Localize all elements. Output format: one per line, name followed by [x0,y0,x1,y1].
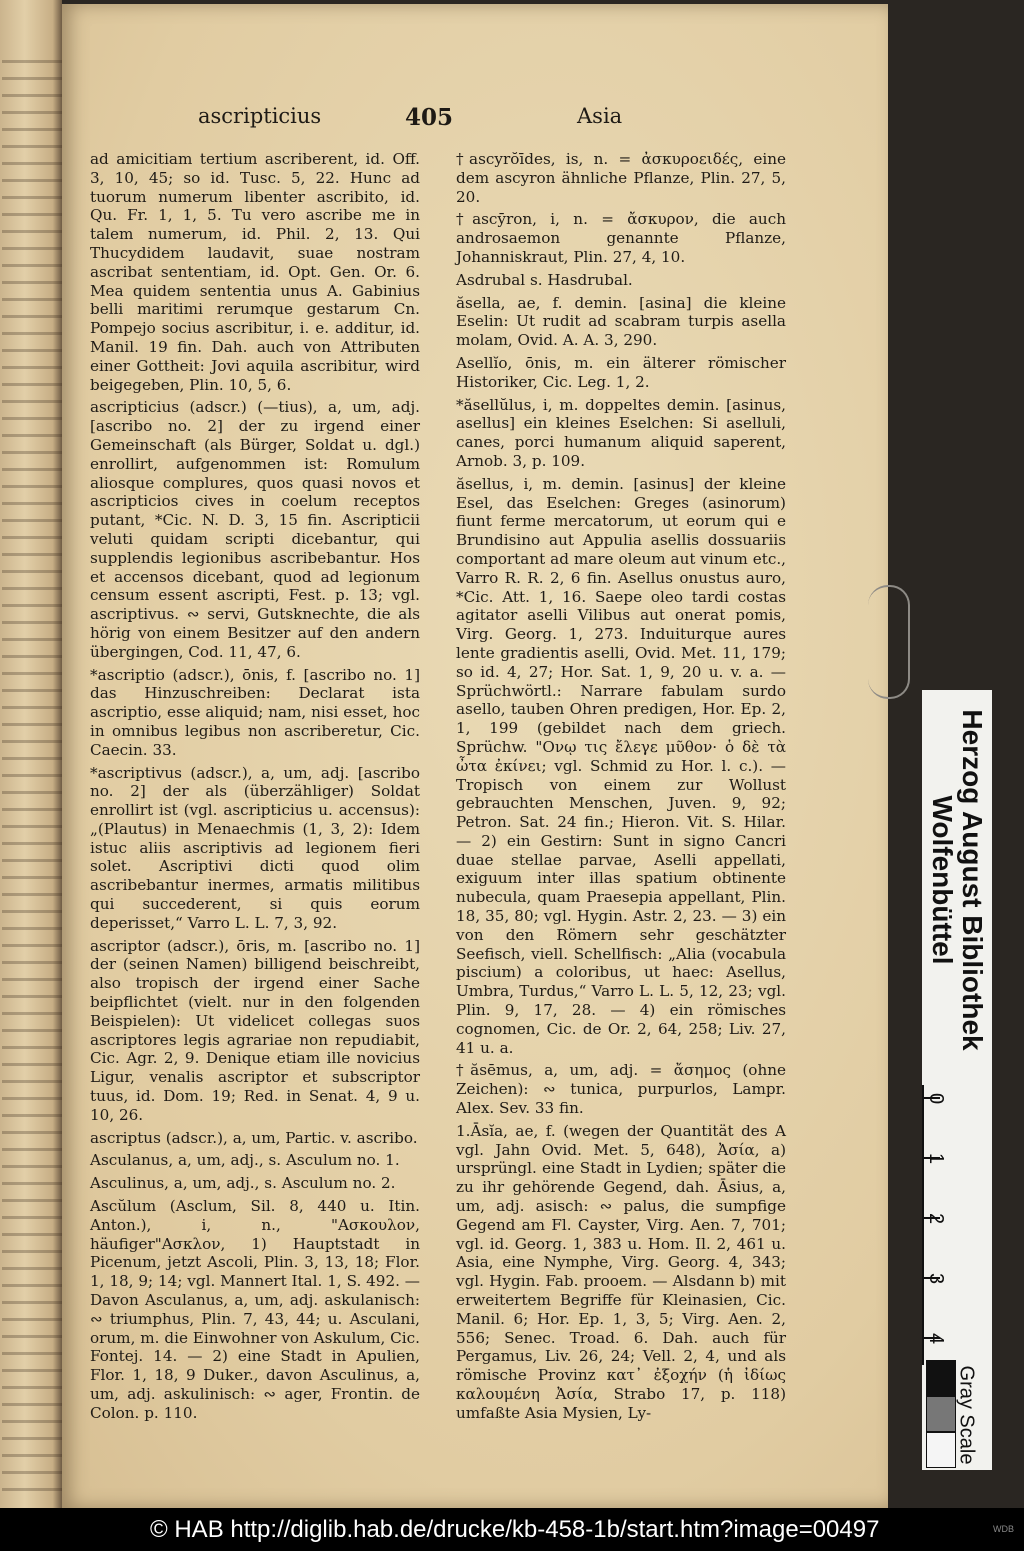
entry: Asellĭo, ōnis, m. ein älterer römischer Historiker, Cic. Leg. 1, 2. [456,353,786,391]
entry: †ăsēmus, a, um, adj. = ἄσημος (ohne Zeichen): ∾ tunica, purpurlos, Lampr. Alex. Sev. 33 fin. [456,1061,786,1118]
ruler-number: 0 [925,1092,948,1105]
ruler-number: 4 [925,1332,948,1345]
previous-page-edge [0,0,62,1508]
entry: Asculinus, a, um, adj., s. Asculum no. 2. [90,1174,396,1193]
entry: ascriptus (adscr.), a, um, Partic. v. ascribo. [90,1128,418,1147]
ruler-number: 3 [925,1272,948,1285]
entry: ascriptor (adscr.), ōris, m. [ascribo no. 1] der (seinen Namen) billigend beischreibt, also tropisch der irgend einer Sache beipflichtet (vielt. nur in den folgenden Beispielen): Ut videlicet collegas suos ascriptores legis agrariae non repudiabit, Cic. Agr. 2, 9. Denique etiam ille novicius Ligur, venalis ascriptor et subscriptor tuus, id. Dom. 19; Red. in Senat. 4, 9 u. 10, 26. [90,936,420,1124]
entry: ad amicitiam tertium ascriberent, id. Off. 3, 10, 45; so id. Tusc. 5, 22. Hunc ad tuorum numerum libenter ascribito, id. Qu. Fr. 1, 1, 5. Tu vero ascribe me in talem numerum, id. Phil. 2, 13. Qui Thucydidem laudavit, suae nostram ascribat sententiam, id. Opt. Gen. Or. 6. Mea quidem sententia unus A. Gabinius belli maritimi rerumque gestarum Cn. Pompejo socius ascribitur, i. e. additur, id. Manil. 19 fin. Dah. auch von Attributen einer Gottheit: Jovi aquila ascribitur, wird beigegeben, Plin. 10, 5, 6. [90,150,420,394]
gray-scale [922,1360,992,1470]
page-number: 405 [405,104,454,131]
white-swatch [926,1432,956,1468]
entry: *ascriptivus (adscr.), a, um, adj. [ascribo no. 2] der als (überzähliger) Soldat enrollirt ist (vgl. ascripticius u. accensus): „(Plautus) in Menaechmis (1, 3, 2): Idem istuc aliis ascriptivis ad legionem fieri solet. Ascriptivi dicti quod olim ascribebantur inermes, armatis militibus qui succederent, si quis eorum deperisset,“ Varro L. L. 7, 3, 92. [90,763,420,932]
city-label: Wolfenbüttel [927,795,958,965]
entry: Asdrubal s. Hasdrubal. [456,270,633,289]
entry: †ascȳron, i, n. = ἄσκυρον, die auch androsaemon genannte Pflanze, Johanniskraut, Plin. 27, 4, 10. [456,210,786,266]
library-label: Herzog August Bibliothek [957,709,988,1051]
gray-swatch [926,1396,956,1432]
entry: Asculanus, a, um, adj., s. Asculum no. 1. [90,1151,400,1170]
ruler-number: 2 [925,1212,948,1225]
ruler-number: 1 [925,1152,948,1165]
entry: ăsella, ae, f. demin. [asina] die kleine Eselin: Ut rudit ad scabram turpis asella molam, Ovid. A. A. 3, 290. [456,293,786,350]
entry: ăsellus, i, m. demin. [asinus] der kleine Esel, das Eselchen: Greges (asinorum) fiunt ferme mercatorum, ut eorum qui e Brundisino aut Appulia asellis dossuariis comportant ad mare oleum aut vinum etc., Varro R. R. 2, 6 fin. Asellus onustus auro, *Cic. Att. 1, 16. Saepe oleo tardi costas agitator aselli Vilibus aut onerat pomis, Virg. Georg. 1, 273. Induiturque aures lente gradientis aselli, Ovid. Met. 11, 179; so id. 4, 27; Hor. Sat. 1, 9, 20 u. v. a. — Sprüchwörtl.: Narrare fabulam surdo asello, tauben Ohren predigen, Hor. Ep. 2, 1, 199 (gebildet nach dem griech. Sprüchw. "Ονῳ τις ἔλεγε μῦθον· ὁ δὲ τὰ ὦτα ἐκίνει; vgl. Schmid zu Hor. l. c.). — Tropisch von einem zur Wollust gebrauchten Menschen, Juven. 9, 92; Petron. Sat. 24 fin.; Hieron. Vit. S. Hilar. — 2) ein Gestirn: Sunt in signo Cancri duae stellae parvae, Aselli appellati, exiguum inter illas spatium obtinente nubecula, quam Praesepia appellant, Plin. 18, 35, 80; vgl. Hygin. Astr. 2, 23. — 3) ein von den Römern sehr geschätzter Seefisch, viell. Schellfisch: „Alia (vocabula piscium) a coloribus, ut haec: Asellus, Umbra, Turdus,“ Varro L. L. 5, 12, 23; vgl. Plin. 9, 17, 28. — 4) ein römisches cognomen, Cic. de Or. 2, 64, 258; Liv. 27, 41 u. a. [456,474,786,1057]
dictionary-page [62,4,888,1508]
bookmark-ribbon [868,585,910,699]
entry: †ascyrŏīdes, is, n. = ἀσκυροειδές, eine dem ascyron ähnliche Pflanze, Plin. 27, 5, 20. [456,150,786,206]
corner-mark: WDB [993,1524,1014,1534]
page-header [62,104,888,144]
library-name [922,690,992,1070]
black-swatch [926,1360,956,1396]
ruler [922,1085,994,1365]
entry: 1.Āsĭa, ae, f. (wegen der Quantität des A vgl. Jahn Ovid. Met. 5, 648), Ἀσία, a) ursprüngl. eine Stadt in Lydien; später die zu ihr gehörende Gegend, dah. Āsius, a, um, adj. asisch: ∾ palus, die sumpfige Gegend am Fl. Cayster, Virg. Aen. 7, 701; vgl. id. Georg. 1, 383 u. Hom. Il. 2, 461 u. Asia, eine Nymphe, Virg. Georg. 4, 343; vgl. Hygin. Fab. prooem. — Alsdann b) mit erweitertem Begriffe für Kleinasien, Cic. Manil. 6; Hor. Ep. 1, 3, 5; Virg. Aen. 2, 556; Senec. Troad. 6. Dah. auch für Pergamus, Liv. 26, 24; Vell. 2, 4, und als römische Provinz κατ᾽ ἐξοχήν (ἡ ἰδίως καλουμένη Ἀσία, Strabo 17, p. 118) umfaßte Asia Mysien, Ly- [456,1121,786,1422]
entry: *ascriptio (adscr.), ōnis, f. [ascribo no. 1] das Hinzuschreiben: Declarat ista ascriptio, esse aliquid; nam, nisi esset, hoc in omnibus legibus non ascriberetur, Cic. Caecin. 33. [90,665,420,759]
gray-scale-label: Gray Scale [955,1365,978,1465]
entry: *ăsellŭlus, i, m. doppeltes demin. [asinus, asellus] ein kleines Eselchen: Si aselluli, canes, porci humanum aliquid saperent, Arnob. 3, p. 109. [456,395,786,470]
entry: Ascŭlum (Asclum, Sil. 8, 440 u. Itin. Anton.), i, n., "Ασκουλον, häufiger"Ασκλον, 1) Hauptstadt in Picenum, jetzt Ascoli, Plin. 3, 13, 18; Flor. 1, 18, 9; 14; vgl. Mannert Ital. 1, S. 492. — Davon Asculanus, a, um, adj. askulanisch: ∾ triumphus, Plin. 7, 43, 44; u. Asculani, orum, m. die Einwohner von Askulum, Cic. Fontej. 14. — 2) eine Stadt in Apulien, Flor. 1, 18, 9 Duker., davon Asculinus, a, um, adj. askulinisch: ∾ ager, Frontin. de Colon. p. 110. [90,1197,420,1422]
header-right-word: Asia [577,104,623,128]
header-left-word: ascripticius [198,104,322,128]
footer-bar [0,1508,1024,1551]
color-scale-card [922,690,992,1470]
column-left [90,150,420,1427]
entry: ascripticius (adscr.) (—tius), a, um, adj. [ascribo no. 2] der zu irgend einer Gemeinschaft (als Bürger, Soldat u. dgl.) enrollirt, aufgenommen ist: Romulum aliosque complures, quos quasi novos et ascripticios cives in coelum receptos putant, *Cic. N. D. 3, 15 fin. Ascripticii veluti quidam scripti dicebantur, qui supplendis legionibus ascribebantur. Hos et accensos dicebant, quod ad legionum censum essent ascripti, Fest. p. 13; vgl. ascriptivus. ∾ servi, Gutsknechte, die als hörig von einem Besitzer auf den andern übergingen, Cod. 11, 47, 6. [90,398,420,661]
column-right [456,150,786,1427]
copyright-link[interactable]: © HAB http://diglib.hab.de/drucke/kb-458-1b/start.htm?image=00497 [150,1516,880,1543]
bleed-through-text [2,60,62,1500]
